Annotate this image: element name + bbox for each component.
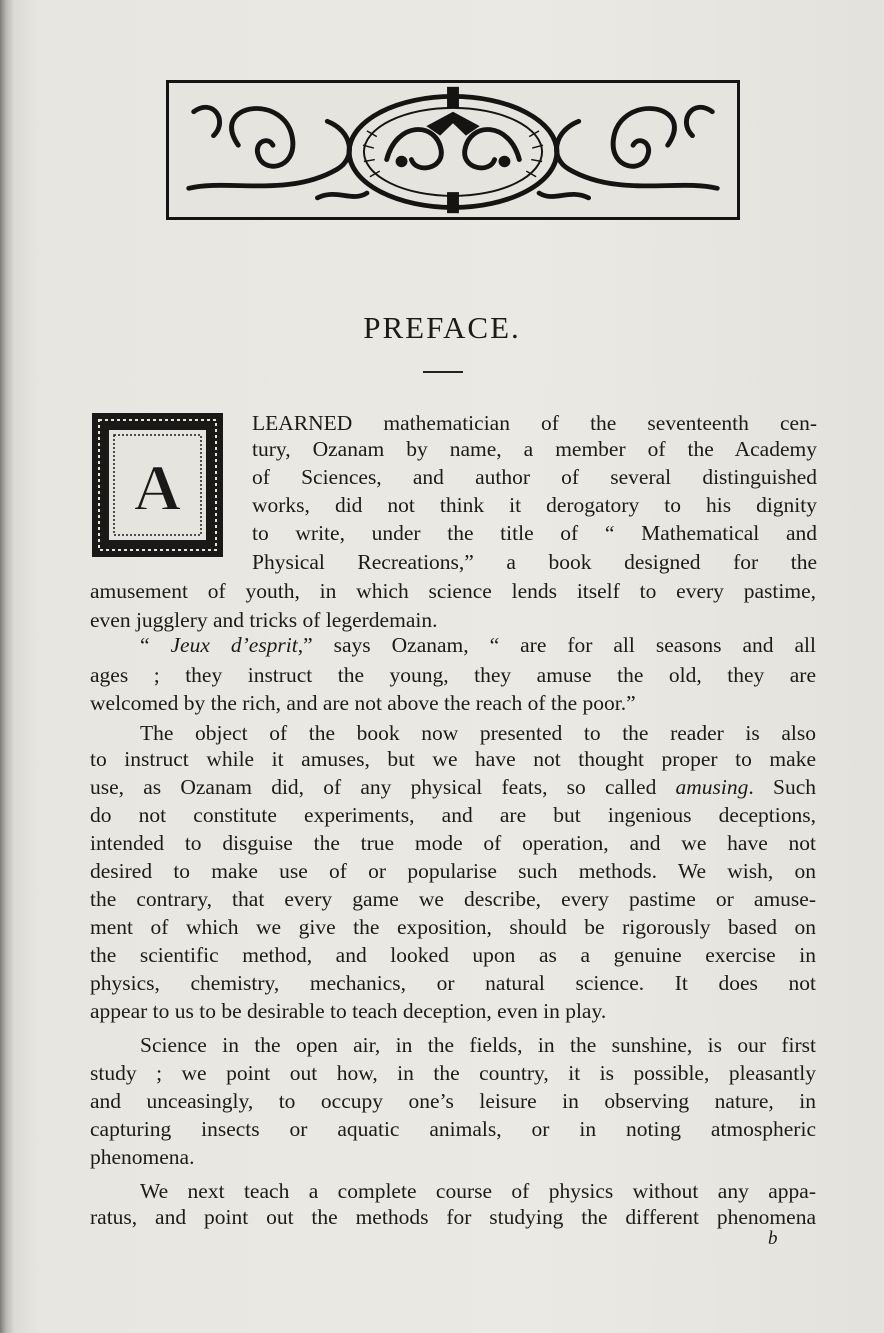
scroll-ornament-icon <box>169 83 737 217</box>
text-line: capturing insects or aquatic animals, or in noting atmospheric <box>90 1117 816 1141</box>
drop-cap <box>91 412 224 558</box>
title-divider <box>423 371 463 373</box>
text-line: and unceasingly, to occupy one’s leisure in observing nature, in <box>90 1089 816 1113</box>
text-line: even jugglery and tricks of legerdemain. <box>90 608 438 632</box>
text-line: “ Jeux d’esprit,” says Ozanam, “ are for all seasons and all <box>140 633 816 657</box>
text-line: We next teach a complete course of physics without any appa- <box>140 1179 816 1203</box>
text-line: of Sciences, and author of several distinguished <box>252 465 817 489</box>
text-line: do not constitute experiments, and are but ingenious deceptions, <box>90 803 816 827</box>
ornamental-initial-icon <box>91 412 224 558</box>
text-line: ment of which we give the exposition, should be rigorously based on <box>90 915 816 939</box>
text-line: tury, Ozanam by name, a member of the Academy <box>252 437 817 461</box>
text-line: to instruct while it amuses, but we have not thought proper to make <box>90 747 816 771</box>
text-line: appear to us to be desirable to teach deception, even in play. <box>90 999 607 1023</box>
text-line: amusement of youth, in which science lends itself to every pastime, <box>90 579 816 603</box>
text-line: Science in the open air, in the fields, in the sunshine, is our first <box>140 1033 816 1057</box>
text-line: LEARNED mathematician of the seventeenth cen- <box>252 411 817 435</box>
text-line: The object of the book now presented to the reader is also <box>140 721 816 745</box>
text-line: physics, chemistry, mechanics, or natural science. It does not <box>90 971 816 995</box>
text-line: desired to make use of or popularise such methods. We wish, on <box>90 859 816 883</box>
signature-mark: b <box>768 1228 778 1249</box>
text-line: use, as Ozanam did, of any physical feats, so called amusing. Such <box>90 775 816 799</box>
text-line: study ; we point out how, in the country, it is possible, pleasantly <box>90 1061 816 1085</box>
page-title: PREFACE. <box>363 310 521 345</box>
svg-text:A: A <box>133 452 182 525</box>
ornamental-headpiece <box>166 80 740 220</box>
text-line: the scientific method, and looked upon as a genuine exercise in <box>90 943 816 967</box>
text-line: works, did not think it derogatory to his dignity <box>252 493 817 517</box>
text-line: ratus, and point out the methods for studying the different phenomena <box>90 1205 816 1229</box>
text-line: ages ; they instruct the young, they amuse the old, they are <box>90 663 816 687</box>
text-line: welcomed by the rich, and are not above the reach of the poor.” <box>90 691 636 715</box>
text-line: intended to disguise the true mode of operation, and we have not <box>90 831 816 855</box>
text-line: phenomena. <box>90 1145 195 1169</box>
text-line: the contrary, that every game we describe, every pastime or amuse- <box>90 887 816 911</box>
text-line: Physical Recreations,” a book designed for the <box>252 550 817 574</box>
text-line: to write, under the title of “ Mathematical and <box>252 521 817 545</box>
